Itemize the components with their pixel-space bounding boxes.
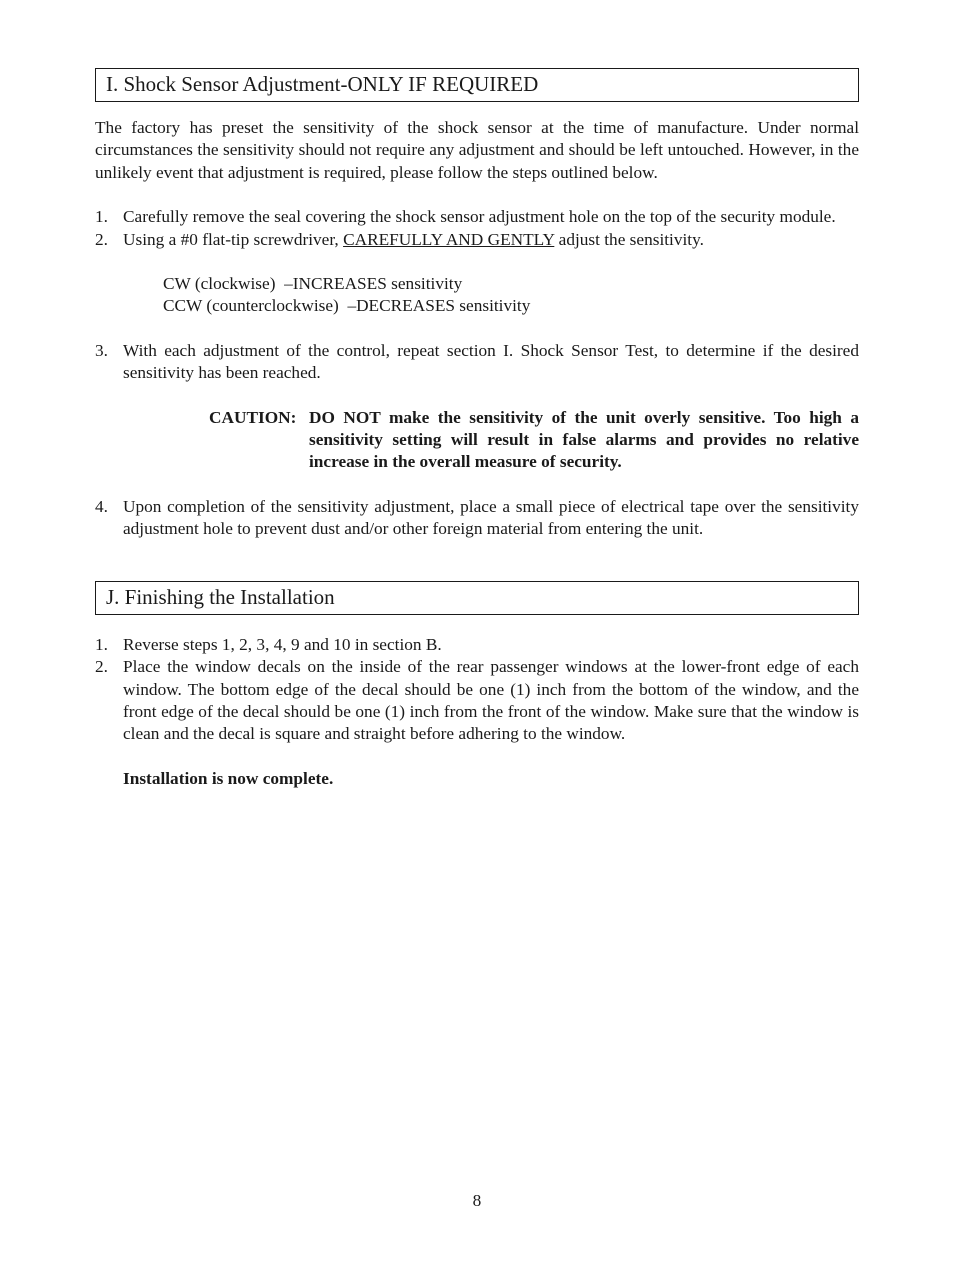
document-page bbox=[95, 68, 859, 790]
section-j-step-2 bbox=[95, 656, 859, 746]
ccw-direction: CCW (counterclockwise) –DECREASES sensitivity bbox=[163, 296, 531, 316]
step-number: 2. bbox=[95, 657, 108, 677]
cw-direction: CW (clockwise) –INCREASES sensitivity bbox=[163, 274, 463, 294]
installation-complete: Installation is now complete. bbox=[123, 768, 334, 788]
section-i-step-1 bbox=[95, 206, 859, 228]
caution-label: CAUTION: bbox=[209, 407, 297, 427]
step-number: 1. bbox=[95, 634, 108, 654]
step-text: Carefully remove the seal covering the shock sensor adjustment hole on the top of the security module. bbox=[123, 207, 836, 227]
step-text-post: adjust the sensitivity. bbox=[554, 229, 704, 249]
section-j-header: J. Finishing the Installation bbox=[95, 581, 859, 615]
section-i-intro: The factory has preset the sensitivity of the shock sensor at the time of manufacture. Under normal circumstances the sensitivity should not require any adjustment and should be left untouched. However, in the unlikely event that adjustment is required, please follow the steps outlined below. bbox=[95, 118, 859, 182]
section-i-step-2 bbox=[95, 229, 859, 251]
step-number: 1. bbox=[95, 207, 108, 227]
step-text: Upon completion of the sensitivity adjustment, place a small piece of electrical tape over the sensitivity adjustment hole to prevent dust and/or other foreign material from entering the unit. bbox=[123, 496, 859, 539]
section-i-step-3 bbox=[95, 340, 859, 385]
step-text: Place the window decals on the inside of the rear passenger windows at the lower-front edge of each window. The bottom edge of the decal should be one (1) inch from the bottom of the window, and the front edge of the decal should be one (1) inch from the front of the window. Make sure that the window is clean and the decal is square and straight before adhering to the window. bbox=[123, 657, 859, 744]
step-text: Reverse steps 1, 2, 3, 4, 9 and 10 in section B. bbox=[123, 634, 442, 654]
step-text-pre: Using a #0 flat-tip screwdriver, bbox=[123, 229, 344, 249]
section-i-step-4 bbox=[95, 496, 859, 541]
caution-text: DO NOT make the sensitivity of the unit overly sensitive. Too high a sensitivity setting will result in false alarms and provides no relative increase in the overall measure of security. bbox=[309, 407, 859, 472]
step-number: 4. bbox=[95, 496, 108, 516]
section-i-header: I. Shock Sensor Adjustment-ONLY IF REQUIRED bbox=[95, 68, 859, 102]
caution-note bbox=[209, 407, 859, 474]
page-number: 8 bbox=[472, 1191, 482, 1210]
section-j-step-1 bbox=[95, 634, 859, 656]
direction-list bbox=[163, 273, 859, 318]
step-number: 3. bbox=[95, 340, 108, 360]
step-number: 2. bbox=[95, 229, 108, 249]
step-text-emphasis: CAREFULLY AND GENTLY bbox=[343, 229, 555, 249]
step-text: With each adjustment of the control, repeat section I. Shock Sensor Test, to determine if the desired sensitivity has been reached. bbox=[123, 340, 859, 383]
